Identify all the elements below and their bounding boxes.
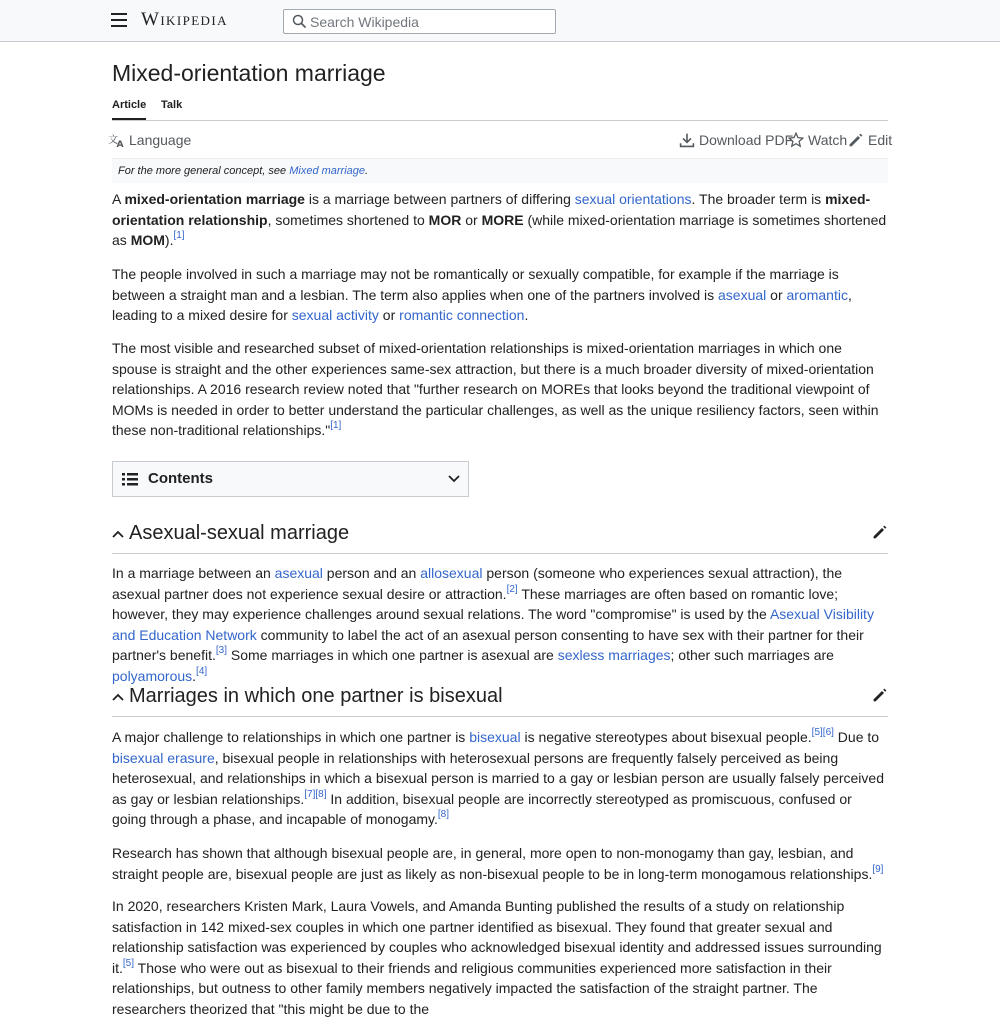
section-heading-bisexual: [112, 679, 888, 717]
table-of-contents[interactable]: [112, 461, 469, 497]
citation-link[interactable]: [9]: [872, 863, 884, 875]
chevron-down-icon[interactable]: [448, 475, 460, 483]
text-run: ).: [164, 232, 174, 249]
inline-link[interactable]: bisexual: [469, 729, 521, 745]
section-2-paragraph-2: [112, 843, 887, 884]
download-icon: [679, 132, 695, 148]
citation-link[interactable]: [2]: [506, 583, 518, 595]
text-run: (while mixed-orientation marriage is sometimes shortened as: [112, 211, 887, 249]
bold-term: MOR: [428, 211, 462, 228]
inline-link[interactable]: asexual: [274, 565, 323, 581]
intro-paragraph-3: [112, 338, 887, 441]
citation-link[interactable]: [5]: [122, 957, 135, 969]
text-run: The people involved in such a marriage may not be romantically or sexually compatible, for example if the marriage is between a straight man and a lesbian. The term also applies when one of the partners involved is: [112, 266, 839, 303]
language-button[interactable]: [108, 132, 191, 148]
inline-link[interactable]: sexual orientations: [574, 191, 692, 207]
wikipedia-logo[interactable]: Wikipedia: [141, 9, 228, 30]
bold-term: MORE: [481, 211, 524, 228]
intro-paragraph-2: [112, 264, 887, 326]
inline-link[interactable]: Asexual Visibility and Education Network: [112, 606, 874, 643]
chevron-up-icon[interactable]: [112, 693, 124, 701]
text-run: . The broader term is: [691, 191, 826, 207]
inline-link[interactable]: polyamorous: [112, 667, 193, 684]
menu-icon[interactable]: [111, 13, 127, 27]
watch-label: Watch: [808, 132, 848, 148]
list-icon: [122, 472, 138, 487]
text-run: Those who were out as bisexual to their friends and religious communities experienced more satisfaction in their relationships, but outness to other family members negatively impacted the satisfaction of the straight partner. The researchers theorized that "this might be due to the: [112, 959, 832, 1017]
text-run: , bisexual people in relationships with heterosexual persons are frequently falsely perceived as being heterosexual, and relationships in which a bisexual person is married to a gay or lesbian person are usually falsely perceived as gay or lesbian relationships.: [112, 749, 884, 807]
section-1-paragraph-1: [112, 563, 887, 687]
language-label: Language: [129, 132, 192, 148]
hatnote: [112, 158, 888, 183]
citation-link[interactable]: [1]: [330, 420, 342, 432]
text-run: The most visible and researched subset of mixed-orientation relationships is mixed-orientation marriages in which one spouse is straight and the other experiences same-sex attraction, but there is a much broader diversity of mixed-orientation relationships. A 2016 research review noted that "further research on MOREs that looks beyond the traditional viewpoint of MOMs is needed in order to better understand the particular challenges, as well as the unique resiliency factors, seen within these non-traditional relationships.": [112, 340, 879, 439]
contents-label: Contents: [148, 470, 213, 487]
section-heading-text: Asexual-sexual marriage: [129, 522, 350, 544]
page-actions: [108, 130, 893, 150]
search-box[interactable]: [283, 9, 556, 34]
bold-term: MOM: [130, 232, 165, 249]
pencil-icon: [848, 132, 864, 148]
citation-link[interactable]: [8]: [437, 809, 449, 821]
edit-section-icon[interactable]: [872, 524, 888, 540]
inline-link[interactable]: allosexual: [420, 565, 483, 581]
text-run: A: [112, 191, 125, 207]
text-run: person (someone who experiences sexual attraction), the asexual partner does not experience sexual desire or attraction.: [112, 565, 843, 602]
search-icon: [292, 14, 307, 29]
text-run: In a marriage between an: [112, 565, 275, 581]
bold-term: mixed-orientation marriage: [124, 191, 305, 207]
text-run: ; other such marriages are: [670, 647, 834, 664]
svg-text:A: A: [116, 138, 124, 148]
hatnote-link[interactable]: Mixed marriage: [289, 165, 366, 177]
citation-link[interactable]: [4]: [196, 665, 208, 677]
inline-link[interactable]: asexual: [718, 286, 767, 303]
bold-term: mixed-orientation relationship: [112, 191, 871, 228]
citation-link[interactable]: [1]: [173, 230, 185, 242]
download-pdf-label: Download PDF: [699, 132, 794, 148]
text-run: .: [192, 667, 197, 684]
text-run: Due to: [833, 729, 880, 745]
edit-section-icon[interactable]: [872, 687, 888, 703]
text-run: , sometimes shortened to: [267, 211, 429, 228]
section-heading-text: Marriages in which one partner is bisexual: [129, 685, 503, 707]
hatnote-suffix: .: [365, 165, 369, 177]
inline-link[interactable]: romantic connection: [399, 307, 525, 324]
text-run: is negative stereotypes about bisexual people.: [520, 729, 812, 745]
citation-link[interactable]: [3]: [215, 645, 227, 657]
inline-link[interactable]: sexual activity: [291, 307, 379, 324]
text-run: or: [766, 286, 787, 303]
text-run: Research has shown that although bisexual people are, in general, more open to non-monogamy than gay, lesbian, and straight people are, bisexual people are just as likely as non-bisexual people to be in long-term monogamous relationships.: [112, 845, 873, 882]
inline-link[interactable]: bisexual erasure: [112, 749, 215, 766]
text-run: These marriages are often based on romantic love; however, they may experience challenges around sexual relations. The word "compromise" is used by the: [112, 585, 839, 623]
page-tabs: [112, 92, 888, 121]
text-run: , leading to a mixed desire for: [112, 286, 852, 324]
inline-link[interactable]: aromantic: [786, 286, 848, 303]
citation-link[interactable]: [5][6]: [811, 727, 834, 738]
search-input[interactable]: [310, 12, 550, 31]
text-run: or: [378, 307, 400, 324]
text-run: In 2020, researchers Kristen Mark, Laura Vowels, and Amanda Bunting published the results of a study on relationship satisfaction in 142 mixed-sex couples in which one partner identified as bisexual. They found that greater sexual and relationship satisfaction was experienced by couples who acknowledged bisexual identity and addressed issues surrounding it.: [112, 898, 882, 976]
text-run: person and an: [322, 565, 421, 581]
tab-article[interactable]: Article: [112, 99, 146, 120]
chevron-up-icon[interactable]: [112, 530, 124, 538]
text-run: community to label the act of an asexual person consenting to have sex with their partner for their partner's benefit.: [112, 626, 864, 664]
text-run: In addition, bisexual people are incorrectly stereotyped as promiscuous, confused or going through a phase, and incapable of monogamy.: [112, 790, 852, 828]
citation-link[interactable]: [7][8]: [304, 788, 327, 800]
tab-talk[interactable]: Talk: [161, 99, 183, 111]
download-pdf-button[interactable]: [679, 132, 793, 148]
inline-link[interactable]: sexless marriages: [557, 647, 671, 664]
watch-button[interactable]: [788, 132, 847, 148]
text-run: A major challenge to relationships in which one partner is: [112, 729, 470, 745]
page-title: Mixed-orientation marriage: [112, 60, 386, 86]
edit-label: Edit: [868, 132, 893, 148]
section-2-paragraph-3: [112, 896, 887, 1020]
star-icon: [788, 132, 804, 148]
section-2-paragraph-1: [112, 727, 887, 830]
text-run: Some marriages in which one partner is asexual are: [226, 647, 558, 664]
text-run: .: [524, 307, 529, 324]
svg-text:文: 文: [108, 134, 119, 146]
edit-button[interactable]: [848, 132, 892, 148]
hatnote-text: For the more general concept, see: [118, 165, 290, 177]
site-header: [0, 0, 1000, 42]
section-heading-asexual-sexual: [112, 516, 888, 554]
intro-paragraph-1: [112, 189, 887, 251]
text-run: is a marriage between partners of differing: [304, 191, 575, 207]
text-run: or: [461, 211, 482, 228]
language-icon: [108, 133, 125, 148]
